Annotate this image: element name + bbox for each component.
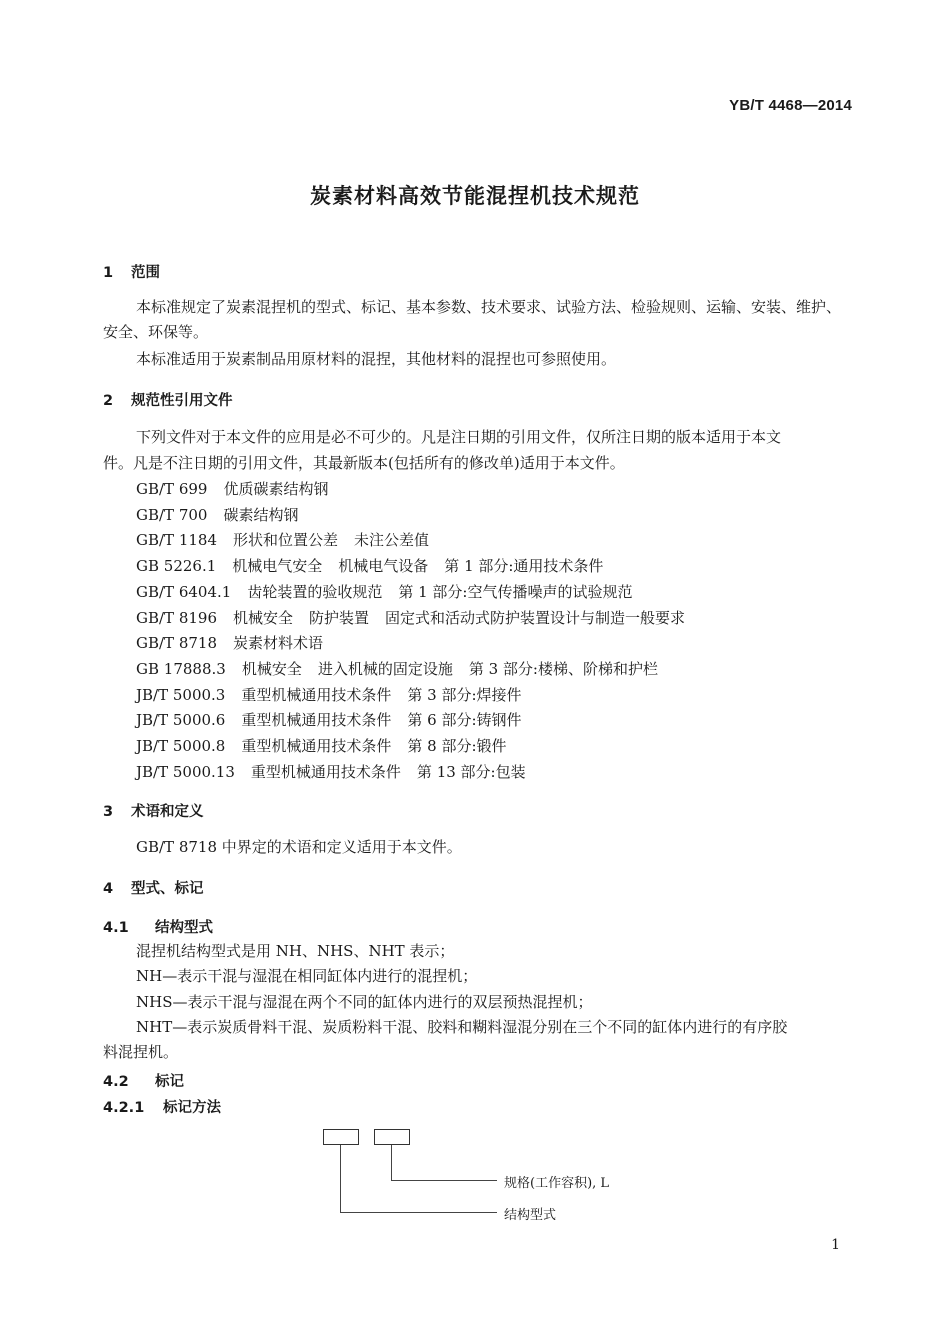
reference-code: JB/T 5000.8 [136,737,226,755]
reference-item [136,761,542,782]
section-1-paragraph-2: 本标准适用于炭素制品用原材料的混捏，其他材料的混捏也可参照使用。 [136,350,617,368]
section-number: 4 [103,881,114,897]
reference-code: GB/T 700 [136,505,208,524]
section-title: 范围 [131,265,160,281]
reference-title-part: 未注公差值 [354,531,430,550]
section-number: 2 [103,393,114,409]
section-1-paragraph-1a: 本标准规定了炭素混捏机的型式、标记、基本参数、技术要求、试验方法、检验规则、运输、安装、维护、 [136,298,842,316]
section-number: 4.1 [103,920,129,936]
reference-title-part: 防护装置 [309,608,370,627]
section-title: 标记 [155,1074,184,1090]
section-4-1-line-2: NH—表示干混与湿混在相同缸体内进行的混捏机； [136,967,478,985]
section-2-heading [103,389,233,410]
reference-title-part: 炭素材料术语 [233,634,324,653]
section-4-heading [103,877,204,898]
standard-code: YB/T 4468—2014 [729,97,852,114]
section-number: 4.2 [103,1074,129,1090]
reference-title-part: 形状和位置公差 [233,531,339,550]
reference-title-part: 第 3 部分:楼梯、阶梯和护栏 [468,659,658,678]
section-title: 规范性引用文件 [131,393,233,409]
reference-title-part: 机械安全 [233,608,294,627]
reference-item [136,504,314,525]
reference-code: JB/T 5000.3 [136,685,226,704]
reference-title-part: 重型机械通用技术条件 [241,685,392,704]
section-4-1-heading [103,916,213,937]
reference-item [136,735,523,756]
reference-title-part: 第 3 部分:焊接件 [407,685,522,704]
section-2-paragraph-1a: 下列文件对于本文件的应用是必不可少的。凡是注日期的引用文件，仅所注日期的版本适用于本文 [136,428,782,446]
reference-title-part: 第 6 部分:铸钢件 [407,711,522,730]
type-code-box [323,1129,359,1145]
reference-title-part: 第 1 部分:空气传播噪声的试验规范 [398,582,633,601]
reference-title-part: 机械电气安全 [232,557,323,576]
reference-code: GB/T 1184 [136,531,218,550]
section-2-paragraph-1b: 件。凡是不注日期的引用文件，其最新版本(包括所有的修改单)适用于本文件。 [103,454,625,472]
type-label: 结构型式 [504,1208,557,1223]
section-title: 结构型式 [155,920,213,936]
section-4-1-line-4a: NHT—表示炭质骨料干混、炭质粉料干混、胶料和糊料湿混分别在三个不同的缸体内进行的有序胶 [136,1018,788,1036]
section-number: 4.2.1 [103,1100,145,1116]
reference-title-part: 碳素结构钢 [223,505,299,524]
document-title: 炭素材料高效节能混捏机技术规范 [310,184,640,208]
reference-item [136,529,445,550]
reference-item [136,709,538,730]
reference-title-part: 重型机械通用技术条件 [241,711,392,730]
section-3-heading [103,800,204,821]
section-title: 标记方法 [163,1100,221,1116]
reference-item [136,478,344,499]
reference-title-part: 进入机械的固定设施 [317,659,453,678]
reference-title-part: 第 8 部分:锻件 [407,737,507,755]
reference-title-part: 第 13 部分:包装 [416,762,526,781]
reference-code: GB 17888.3 [136,659,226,678]
section-4-2-heading [103,1070,184,1091]
spec-leader-vertical [391,1145,392,1181]
reference-code: GB/T 8196 [136,608,218,627]
reference-code: GB 5226.1 [136,557,217,576]
spec-label: 规格(工作容积), L [504,1176,610,1191]
reference-code: GB/T 699 [136,480,208,498]
section-number: 3 [103,804,114,820]
reference-code: JB/T 5000.13 [136,762,235,781]
section-3-paragraph: GB/T 8718 中界定的术语和定义适用于本文件。 [136,838,462,856]
reference-title-part: 固定式和活动式防护装置设计与制造一般要求 [385,608,686,627]
reference-title-part: 重型机械通用技术条件 [250,762,401,781]
spec-code-box [374,1129,410,1145]
reference-title-part: 重型机械通用技术条件 [241,737,392,755]
section-title: 术语和定义 [131,804,204,820]
type-leader-horizontal [340,1212,497,1213]
section-4-2-1-heading [103,1096,221,1117]
reference-code: JB/T 5000.6 [136,711,226,730]
reference-item [136,555,619,576]
reference-item [136,632,339,653]
section-4-1-line-1: 混捏机结构型式是用 NH、NHS、NHT 表示； [136,942,455,960]
reference-item [136,684,538,705]
reference-title-part: 优质碳素结构钢 [223,480,329,498]
section-4-1-line-4b: 料混捏机。 [103,1043,179,1061]
spec-leader-horizontal [391,1180,497,1181]
section-1-heading [103,261,160,282]
section-title: 型式、标记 [131,881,204,897]
section-1-paragraph-1b: 安全、环保等。 [103,323,209,341]
type-leader-vertical [340,1145,341,1213]
reference-item [136,658,674,679]
reference-title-part: 机械安全 [241,659,302,678]
reference-title-part: 齿轮装置的验收规范 [247,582,383,601]
reference-code: GB/T 8718 [136,634,218,653]
page-number: 1 [831,1237,840,1253]
reference-code: GB/T 6404.1 [136,582,232,601]
section-number: 1 [103,265,114,281]
reference-title-part: 机械电气设备 [338,557,429,576]
reference-item [136,607,701,628]
section-4-1-line-3: NHS—表示干混与湿混在两个不同的缸体内进行的双层预热混捏机； [136,993,593,1011]
reference-item [136,581,648,602]
reference-title-part: 第 1 部分:通用技术条件 [444,557,604,576]
